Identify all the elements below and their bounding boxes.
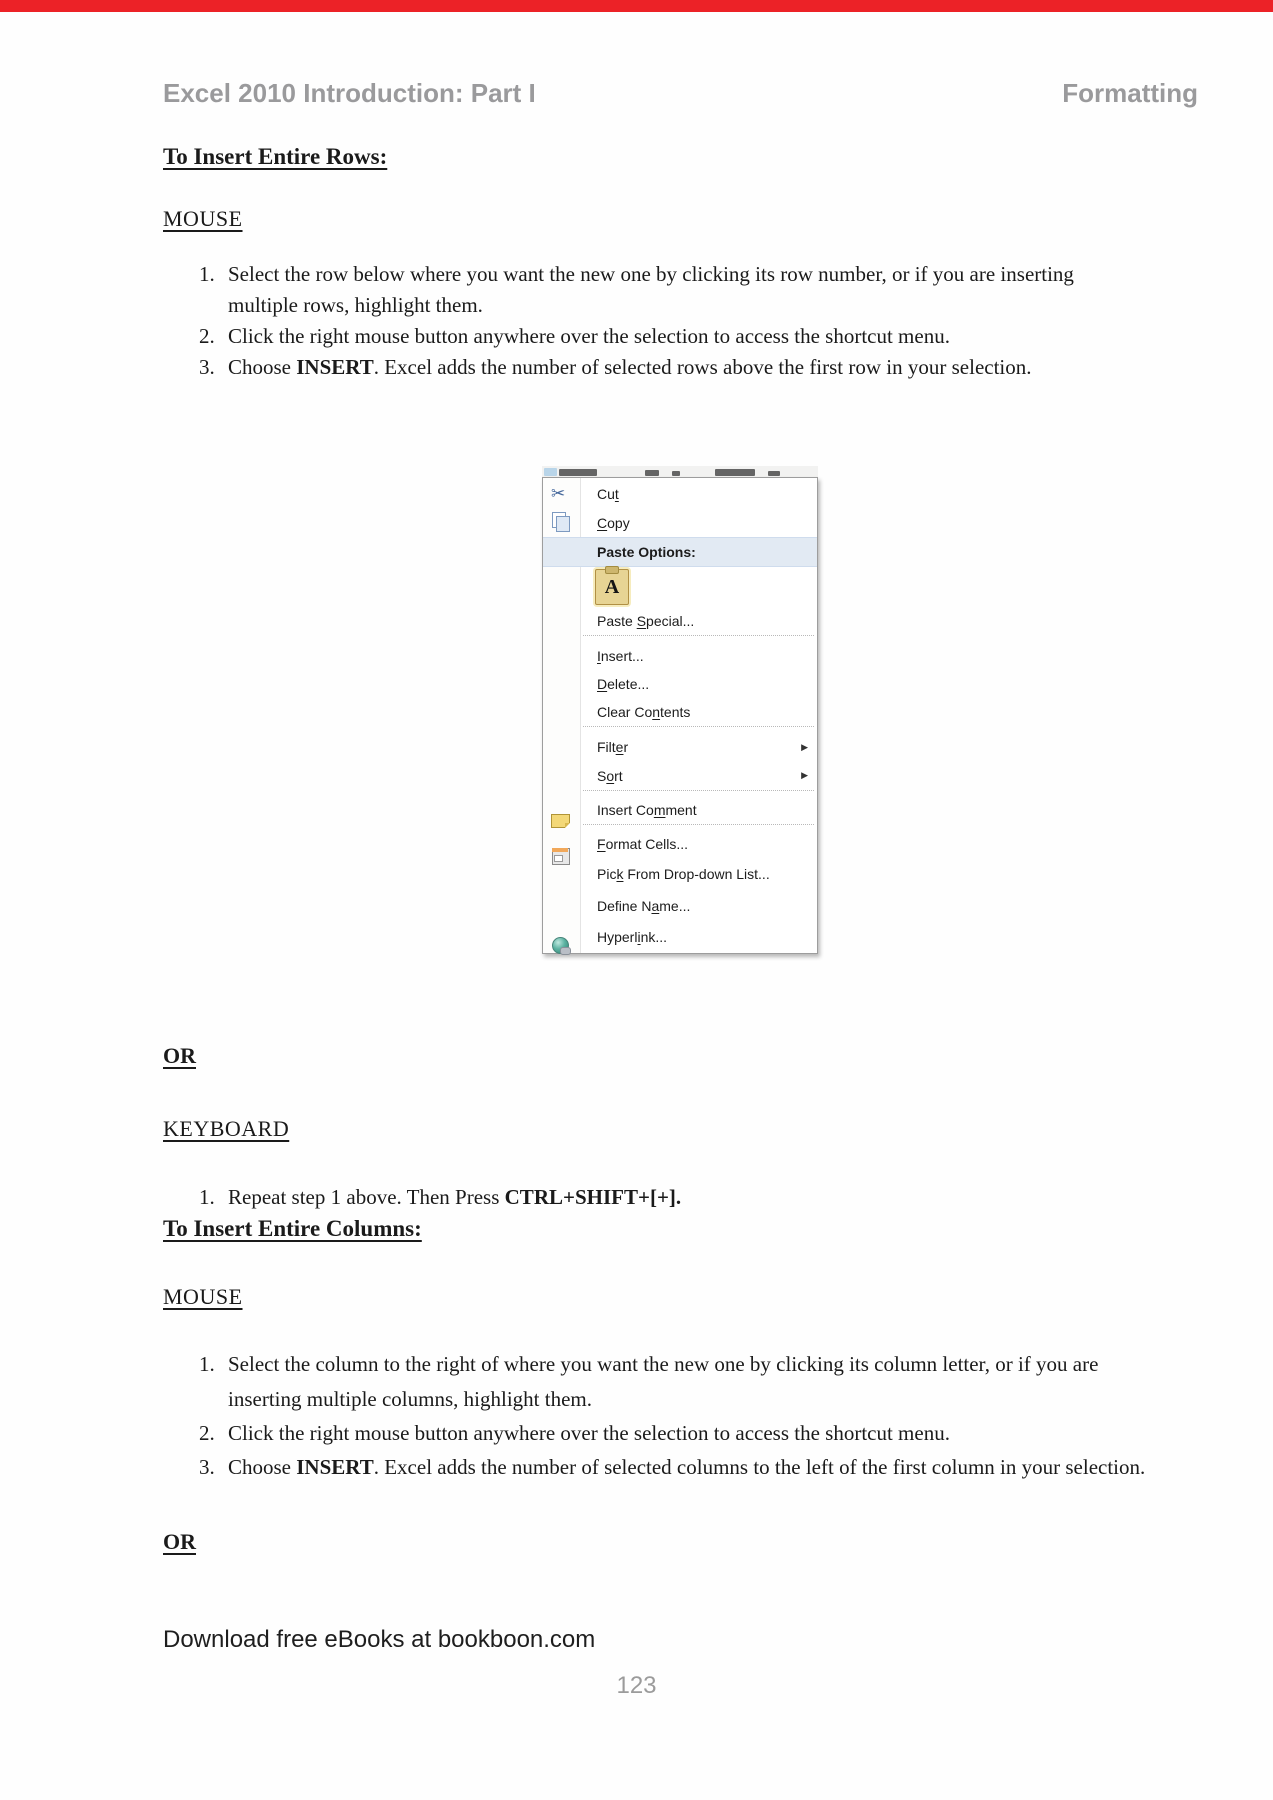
- menu-item-cut[interactable]: Cut: [597, 486, 619, 502]
- toolbar-fragment: [768, 471, 780, 476]
- page-number: 123: [616, 1672, 657, 1699]
- context-menu-screenshot: [542, 466, 819, 958]
- toolbar-fragment: [544, 468, 557, 476]
- header-book-title: Excel 2010 Introduction: Part I: [163, 78, 536, 108]
- clipboard-clip-icon: [605, 566, 619, 574]
- heading-or-2: OR: [163, 1529, 196, 1554]
- menu-item-define-name[interactable]: Define Name...: [597, 898, 691, 914]
- top-accent-bar: [0, 0, 1273, 12]
- rows-mouse-steps: [199, 262, 1273, 392]
- heading-mouse-2: MOUSE: [163, 1284, 243, 1309]
- running-header: [163, 78, 1198, 109]
- submenu-arrow-icon: ▶: [801, 770, 808, 780]
- menu-item-paste-values-row: [543, 567, 817, 607]
- toolbar-fragment: [645, 470, 659, 476]
- keyboard-steps: [199, 1185, 1273, 1215]
- columns-mouse-steps: [199, 1352, 1273, 1492]
- download-footer-link[interactable]: Download free eBooks at bookboon.com: [163, 1626, 596, 1653]
- menu-item-pick-from-list[interactable]: Pick From Drop-down List...: [597, 866, 770, 882]
- menu-item-hyperlink[interactable]: Hyperlink...: [597, 928, 668, 945]
- heading-insert-rows: To Insert Entire Rows:: [163, 144, 388, 169]
- menu-item-insert[interactable]: Insert...: [597, 648, 644, 664]
- menu-item-copy[interactable]: Copy: [597, 514, 630, 531]
- toolbar-fragment: [559, 469, 597, 476]
- toolbar-fragment: [672, 471, 680, 476]
- menu-item-filter[interactable]: Filter ▶: [597, 739, 808, 755]
- heading-insert-columns: To Insert Entire Columns:: [163, 1216, 422, 1241]
- heading-keyboard: KEYBOARD: [163, 1116, 290, 1141]
- list-text: inserting multiple columns, highlight them.: [228, 1387, 592, 1411]
- context-menu-items: [543, 478, 817, 951]
- list-item-continuation: [199, 1387, 592, 1412]
- context-menu: [542, 477, 818, 954]
- paste-values-button[interactable]: [595, 569, 629, 605]
- menu-separator: [583, 635, 814, 642]
- paste-values-letter: A: [604, 575, 620, 598]
- list-item: [199, 355, 1032, 380]
- list-number: 2.: [199, 324, 215, 348]
- menu-item-format-cells[interactable]: Format Cells...: [597, 836, 689, 852]
- list-number: 2.: [199, 1421, 215, 1445]
- menu-item-delete[interactable]: Delete...: [597, 676, 650, 692]
- heading-or-1: OR: [163, 1043, 196, 1068]
- list-item: [199, 262, 1074, 287]
- menu-item-paste-options[interactable]: Paste Options:: [543, 537, 817, 567]
- list-number: 3.: [199, 1455, 215, 1479]
- list-item-continuation: [199, 293, 483, 318]
- list-text: Choose INSERT. Excel adds the number of selected columns to the left of the first column in your selection.: [228, 1455, 1146, 1479]
- submenu-arrow-icon: ▶: [801, 741, 808, 752]
- list-text: Click the right mouse button anywhere over the selection to access the shortcut menu.: [228, 324, 950, 348]
- list-text: Select the row below where you want the new one by clicking its row number, or if you are inserting: [228, 262, 1074, 286]
- list-number: 3.: [199, 355, 215, 379]
- heading-mouse-1: MOUSE: [163, 206, 243, 231]
- list-number: 1.: [199, 262, 215, 286]
- list-text: Choose INSERT. Excel adds the number of selected rows above the first row in your selection.: [228, 355, 1032, 379]
- mini-toolbar-cutoff: [542, 466, 818, 477]
- menu-item-paste-special[interactable]: Paste Special...: [597, 613, 695, 629]
- header-chapter-title: Formatting: [1062, 78, 1198, 108]
- list-item: [199, 1352, 1098, 1377]
- menu-item-insert-comment[interactable]: Insert Comment: [597, 802, 697, 818]
- menu-item-sort[interactable]: Sort ▶: [597, 767, 808, 784]
- menu-item-clear-contents[interactable]: Clear Contents: [597, 704, 691, 720]
- toolbar-fragment: [715, 469, 755, 476]
- list-item: [199, 1421, 950, 1446]
- list-number: 1.: [199, 1185, 215, 1209]
- list-item: [199, 324, 950, 349]
- list-number: 1.: [199, 1352, 215, 1376]
- list-text: Click the right mouse button anywhere over the selection to access the shortcut menu.: [228, 1421, 950, 1445]
- list-text: Select the column to the right of where you want the new one by clicking its column letter, or if you are: [228, 1352, 1099, 1376]
- menu-separator: [583, 726, 814, 733]
- list-text: Repeat step 1 above. Then Press CTRL+SHIFT+[+].: [228, 1185, 682, 1209]
- scissors-icon: ✂: [551, 484, 566, 503]
- list-item: [199, 1185, 681, 1210]
- list-item: [199, 1455, 1145, 1480]
- list-text: multiple rows, highlight them.: [228, 293, 483, 317]
